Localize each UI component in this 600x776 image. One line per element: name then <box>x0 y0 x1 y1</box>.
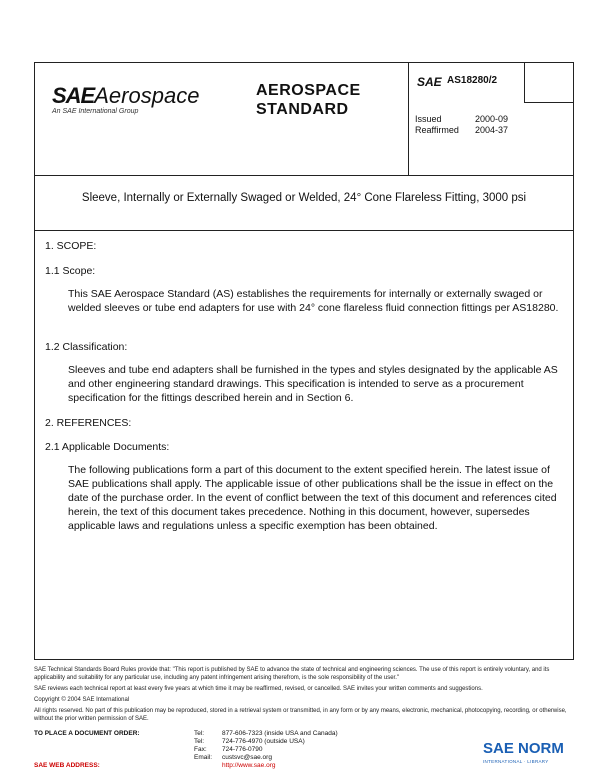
doc-number: AS18280/2 <box>447 75 498 86</box>
footer-review: SAE reviews each technical report at least every five years at which time it may be reaffirmed, revised, or cancelled. SAE invites your written comments and suggestions. <box>34 686 483 692</box>
email-value[interactable]: custsvc@sae.org <box>222 754 272 761</box>
title-band <box>35 176 573 231</box>
fax-value: 724-776-0790 <box>222 746 263 753</box>
section-2-1-heading: 2.1 Applicable Documents: <box>45 441 170 453</box>
tel1-key: Tel: <box>194 730 205 737</box>
logo-aerospace: Aerospace <box>94 83 200 108</box>
footer-rules: SAE Technical Standards Board Rules provide that: "This report is published by SAE to advance the state of technical and engineering sciences. The use of this report is entirely voluntary, and its applicability and suitability for any particular use, including any patent infringement arising therefrom, is the sole responsibility of the user." <box>34 667 550 681</box>
reaffirmed-value: 2004-37 <box>475 125 509 135</box>
reaffirmed-label: Reaffirmed <box>415 125 459 135</box>
tel2-key: Tel: <box>194 738 205 745</box>
tel2-value: 724-776-4970 (outside USA) <box>222 738 305 745</box>
logo-subtitle: An SAE International Group <box>52 108 139 115</box>
section-1-2-text: Sleeves and tube end adapters shall be furnished in the types and styles designated by the applicable AS and other engineering standard drawings. This specification is intended to serve as a procurement specification for the fittings described herein and in Section 6. <box>68 364 558 404</box>
issued-value: 2000-09 <box>475 114 509 124</box>
corner-box <box>524 63 573 103</box>
document-info <box>408 63 573 176</box>
document-header <box>35 63 573 176</box>
section-2-heading: 2. REFERENCES: <box>45 417 132 429</box>
section-1-heading: 1. SCOPE: <box>45 240 97 252</box>
footer-copyright: Copyright © 2004 SAE International <box>34 697 130 703</box>
email-key: Email: <box>194 754 213 761</box>
standard-type-line2: STANDARD <box>256 101 349 118</box>
fax-key: Fax: <box>194 746 207 753</box>
sae-norm-brand-sub: INTERNATIONAL · LIBRARY <box>483 759 549 764</box>
logo-sae: SAE <box>52 83 95 108</box>
section-2-1-text: The following publications form a part of this document to the extent specified herein. The latest issue of SAE publications shall apply. The applicable issue of other publications shall be the issue in effect on the date of the purchase order. In the event of conflict between the text of this document and references cited herein, the text of this document takes precedence. Nothing in this document, however, supersedes applicable laws and regulations unless a specific exemption has been obtained. <box>68 464 557 532</box>
logo-block <box>35 63 235 176</box>
web-address-link[interactable]: http://www.sae.org <box>222 762 276 769</box>
issued-label: Issued <box>415 114 442 124</box>
sae-mark: SAE <box>417 75 442 89</box>
sae-norm-brand: SAE NORM <box>483 740 564 757</box>
section-1-1-heading: 1.1 Scope: <box>45 265 96 277</box>
document-title: Sleeve, Internally or Externally Swaged or Welded, 24° Cone Flareless Fitting, 3000 psi <box>81 192 527 204</box>
tel1-value: 877-606-7323 (inside USA and Canada) <box>222 730 338 737</box>
web-label: SAE WEB ADDRESS: <box>34 762 100 769</box>
section-1-1-text: This SAE Aerospace Standard (AS) establishes the requirements for internally or externally swaged or welded sleeves or tube end adapters for use with 24° cone flareless fluid connection fittings per AS18280. <box>68 288 559 314</box>
order-label: TO PLACE A DOCUMENT ORDER: <box>34 730 140 737</box>
section-1-2-heading: 1.2 Classification: <box>45 341 128 353</box>
standard-type <box>256 81 361 119</box>
sae-aerospace-logo <box>52 83 199 109</box>
document-frame <box>34 62 574 660</box>
doc-number-row <box>409 63 524 103</box>
footer-rights: All rights reserved. No part of this publication may be reproduced, stored in a retrieval system or transmitted, in any form or by any means, electronic, mechanical, photocopying, recording, or otherwise, without the prior written permission of SAE. <box>34 708 567 722</box>
dates-block <box>415 114 508 136</box>
standard-type-line1: AEROSPACE <box>256 82 361 99</box>
legal-footer <box>34 666 574 726</box>
contact-list <box>194 730 338 770</box>
